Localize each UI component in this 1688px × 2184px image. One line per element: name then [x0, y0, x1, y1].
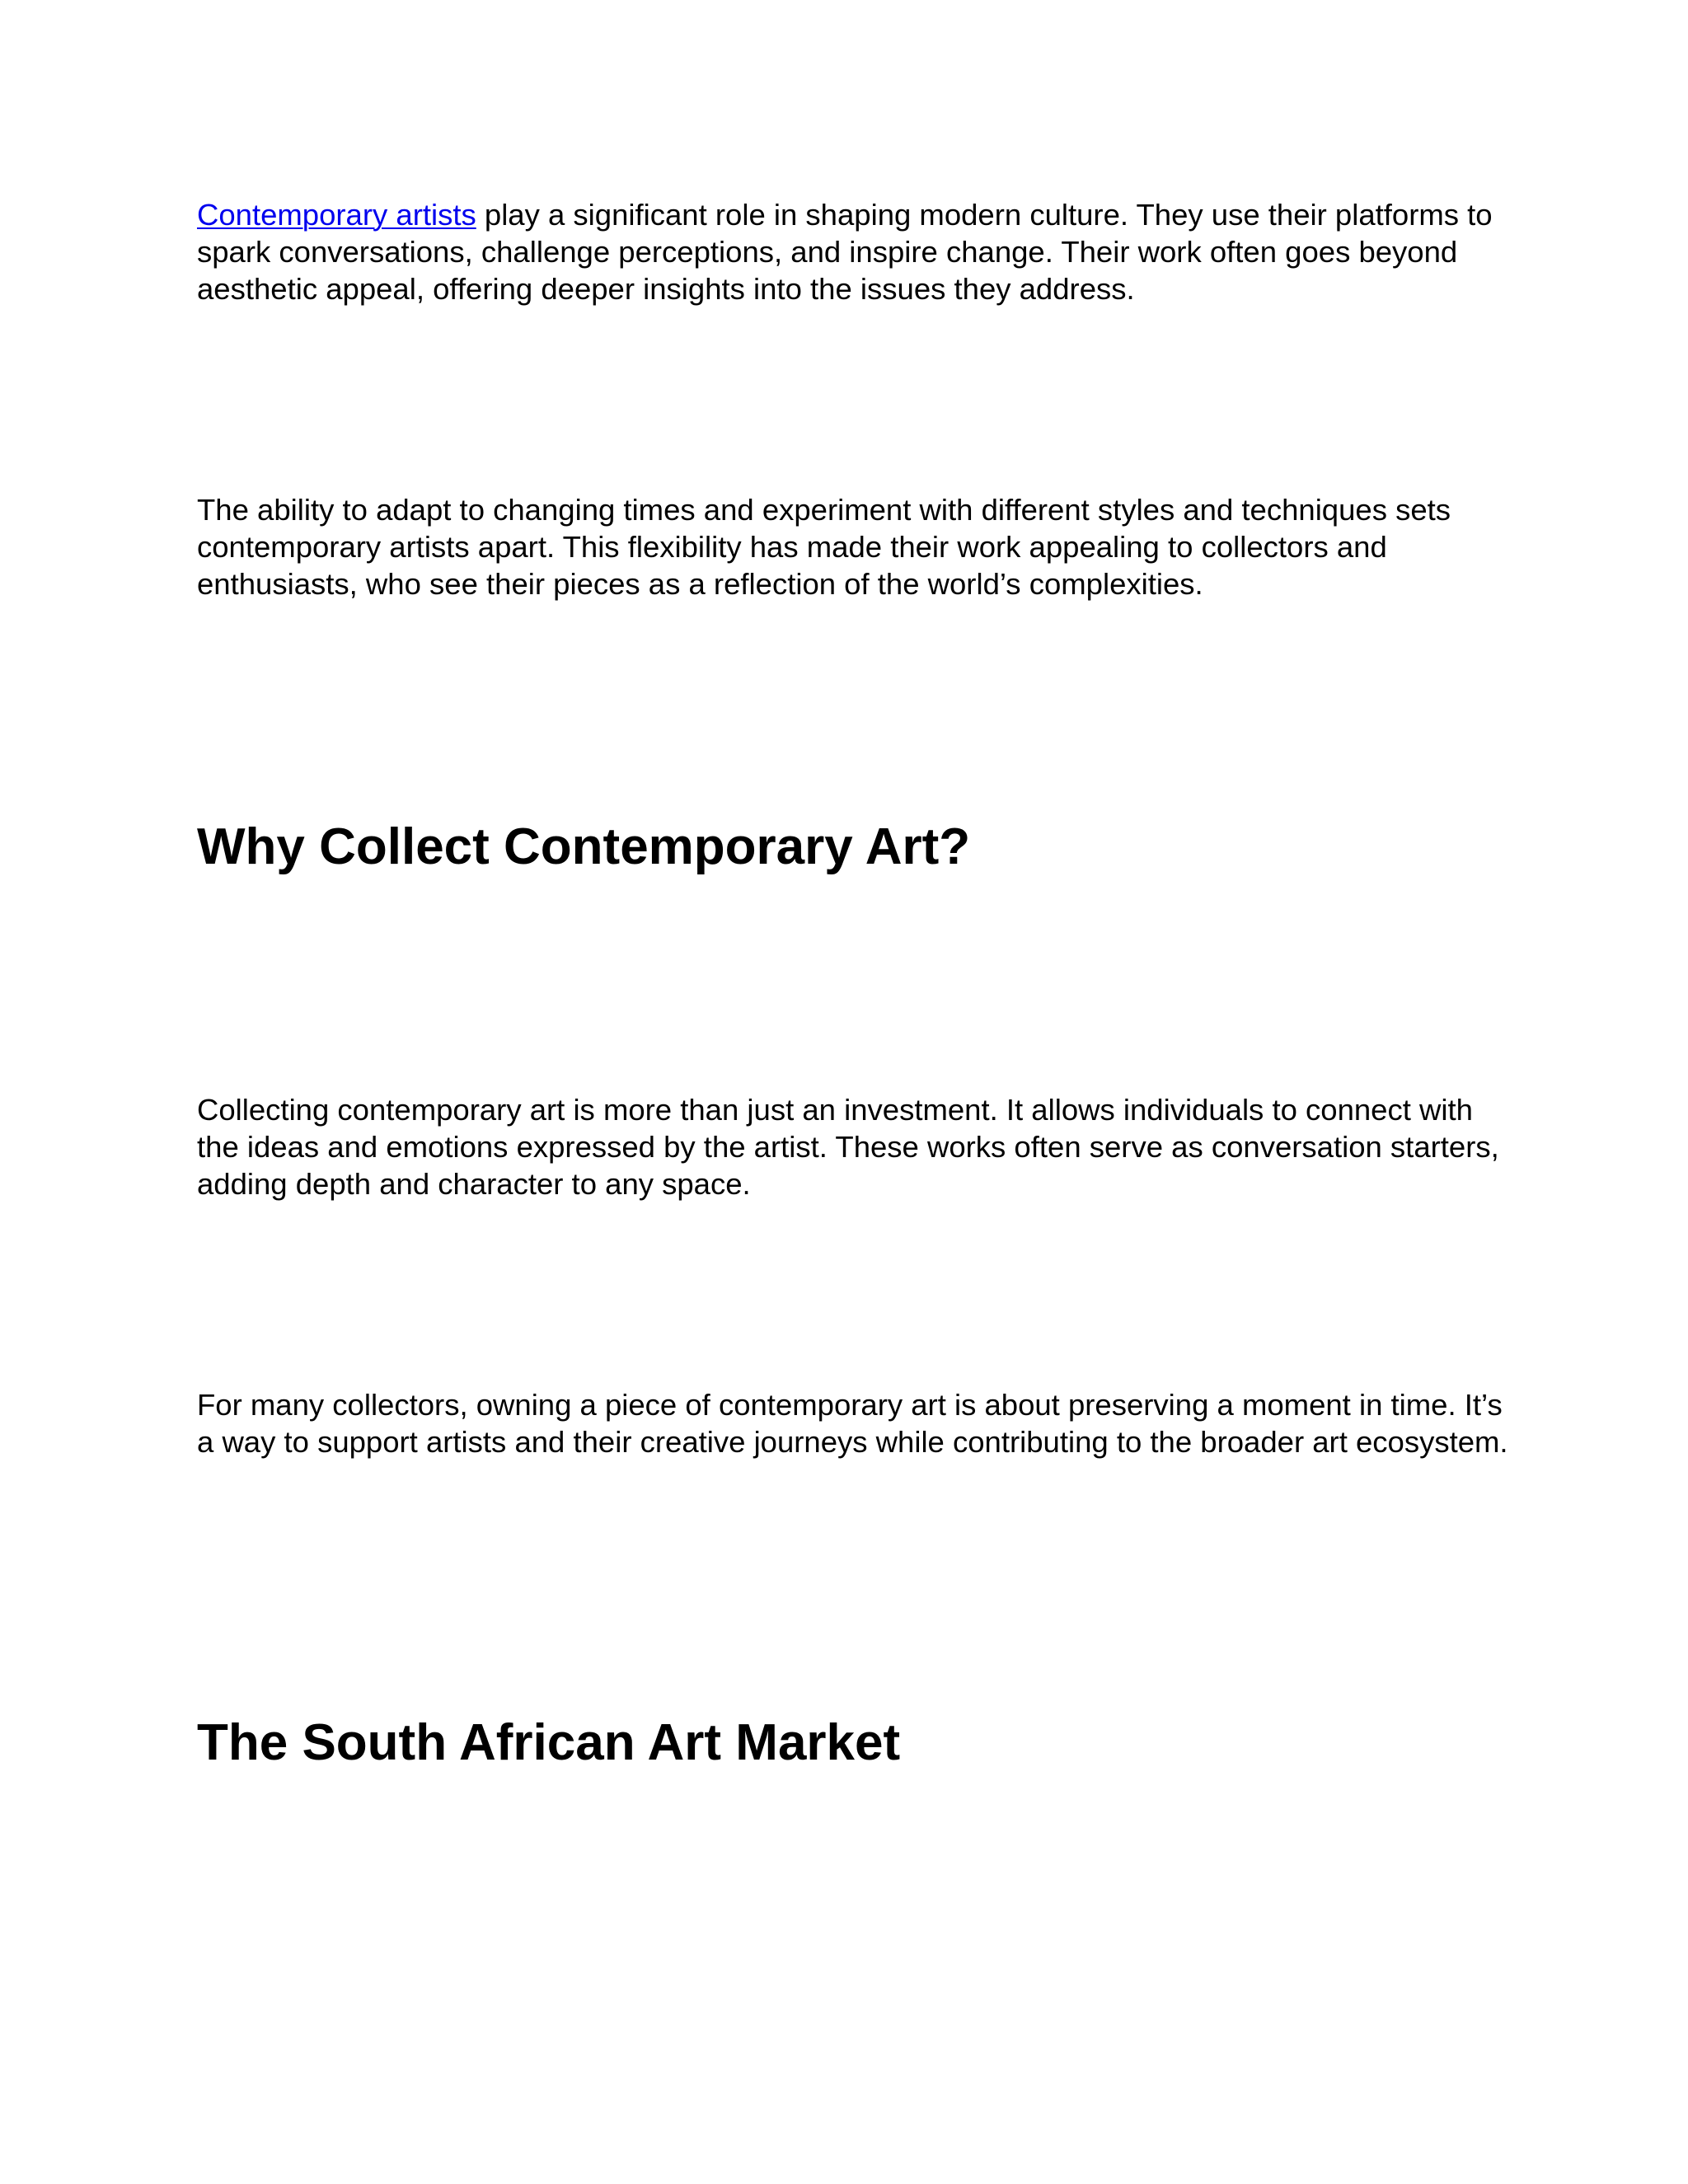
paragraph-collecting: Collecting contemporary art is more than just an investment. It allows individuals to connect with the ideas and emotions expressed by the artist. These works often serve as conversation starters, adding depth and character to any space. [197, 1093, 1499, 1201]
paragraph-collectors: For many collectors, owning a piece of contemporary art is about preserving a moment in time. It’s a way to support artists and their creative journeys while contributing to the broader art ecosystem. [197, 1388, 1508, 1459]
contemporary-artists-link[interactable]: Contemporary artists [197, 198, 476, 232]
heading-why-collect: Why Collect Contemporary Art? [197, 818, 971, 875]
heading-south-african-market: The South African Art Market [197, 1714, 901, 1771]
paragraph-1-text: play a significant role in shaping modern culture. They use their platforms to spark conversations, challenge perceptions, and inspire change. Their work often goes beyond aesthetic appeal, offering deeper insights into the issues they address. [197, 198, 1493, 306]
paragraph-contemporary-artists [197, 196, 1516, 307]
paragraph-adaptability: The ability to adapt to changing times and experiment with different styles and techniques sets contemporary artists apart. This flexibility has made their work appealing to collectors and enthusiasts, who see their pieces as a reflection of the world’s complexities. [197, 493, 1451, 601]
